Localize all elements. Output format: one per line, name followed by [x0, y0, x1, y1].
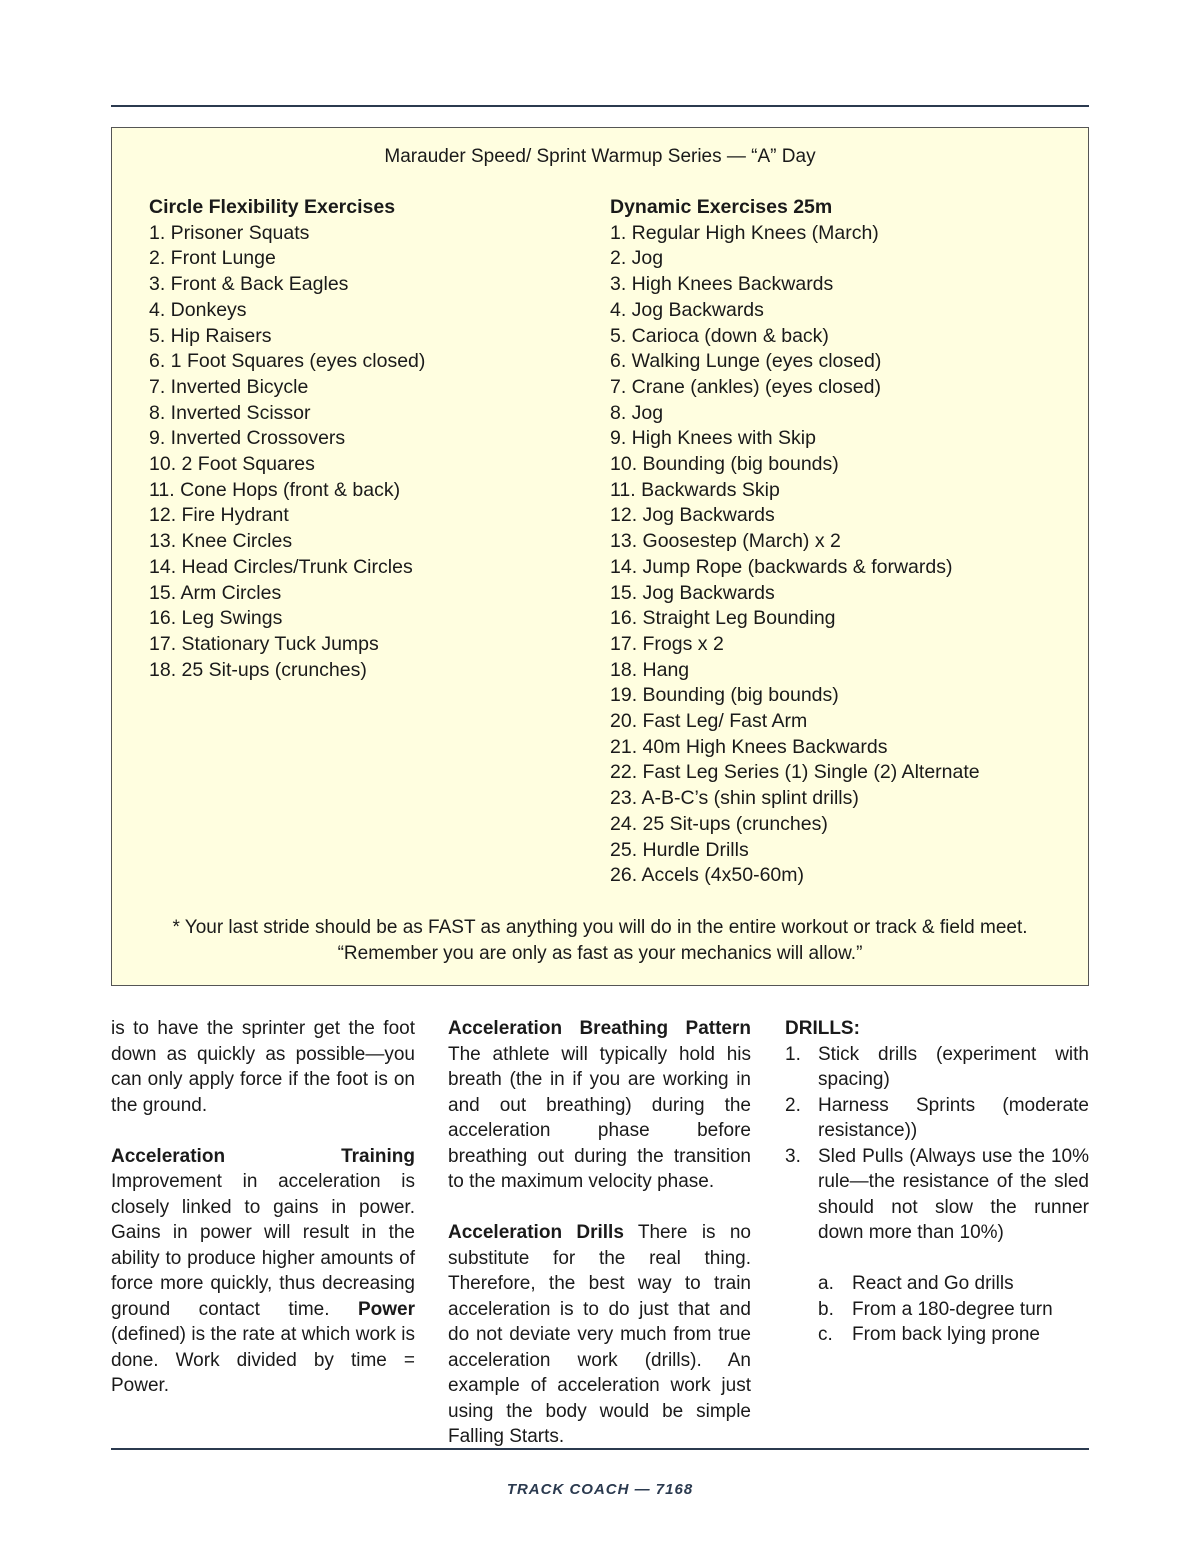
drill-text: Stick drills (experiment with spacing) [818, 1043, 1089, 1090]
drill-sub-item [785, 1271, 1089, 1297]
drills-list [785, 1042, 1089, 1246]
sub-item-text: From a 180-degree turn [852, 1298, 1053, 1320]
power-term: Power [357, 1298, 415, 1320]
drill-number: 1. [785, 1043, 801, 1065]
dynamic-column [610, 195, 980, 889]
dynamic-heading: Dynamic Exercises 25m [610, 196, 833, 218]
list-item: 13. Goosestep (March) x 2 [610, 530, 841, 553]
list-item: 5. Hip Raisers [149, 324, 272, 347]
drills-sub-list [785, 1271, 1089, 1348]
drill-item [785, 1144, 1089, 1246]
drills-heading: DRILLS: [785, 1018, 860, 1039]
list-item: 4. Donkeys [149, 298, 247, 321]
list-item: 20. Fast Leg/ Fast Arm [610, 710, 808, 733]
list-item: 14. Head Circles/Trunk Circles [149, 555, 413, 578]
drill-text: Sled Pulls (Always use the 10% rule—the resistance of the sled should not slow the runner down more than 10%) [818, 1145, 1089, 1243]
note-line-2: “Remember you are only as fast as your mechanics will allow.” [337, 942, 863, 964]
list-item: 26. Accels (4x50-60m) [610, 864, 805, 887]
list-item: 14. Jump Rope (backwards & forwards) [610, 555, 953, 578]
sub-item-text: From back lying prone [852, 1324, 1040, 1345]
list-item: 15. Jog Backwards [610, 581, 775, 604]
drill-sub-item [785, 1297, 1089, 1323]
box-title: Marauder Speed/ Sprint Warmup Series — “A” Day [384, 146, 816, 167]
list-item: 1. Regular High Knees (March) [610, 221, 879, 244]
acceleration-training-text-2: (defined) is the rate at which work is done. Work divided by time = Power. [111, 1324, 415, 1396]
list-item: 23. A-B-C’s (shin splint drills) [610, 787, 859, 810]
list-item: 11. Cone Hops (front & back) [149, 478, 401, 501]
list-item: 10. 2 Foot Squares [149, 453, 315, 476]
list-item: 16. Straight Leg Bounding [610, 607, 836, 630]
list-item: 5. Carioca (down & back) [610, 324, 829, 347]
list-item: 11. Backwards Skip [610, 478, 780, 501]
body-column-2 [448, 1016, 751, 1450]
flexibility-list [149, 221, 425, 684]
list-item: 12. Fire Hydrant [149, 504, 289, 527]
acceleration-training-paragraph [111, 1144, 415, 1399]
drill-item [785, 1042, 1089, 1093]
bottom-rule [111, 1448, 1089, 1450]
sub-item-letter: b. [818, 1298, 834, 1320]
list-item: 2. Jog [610, 247, 664, 270]
acceleration-drills-text: There is no substitute for the real thing. Therefore, the best way to train acceleration is to do just that and do not deviate very much from true acceleration work (drills). An example of acceleration work just using the body would be simple Falling Starts. [448, 1222, 752, 1447]
box-note [112, 915, 1088, 966]
breathing-text: The athlete will typically hold his breath (the in if you are working in and out breathing) during the acceleration phase before breathing out during the transition to the maximum velocity phase. [448, 1043, 751, 1192]
acceleration-drills-paragraph [448, 1220, 751, 1450]
acceleration-drills-heading: Acceleration Drills [448, 1222, 624, 1243]
sub-item-letter: a. [818, 1273, 834, 1294]
drill-item [785, 1093, 1089, 1144]
list-item: 6. 1 Foot Squares (eyes closed) [149, 350, 426, 373]
list-item: 17. Stationary Tuck Jumps [149, 632, 379, 655]
list-item: 10. Bounding (big bounds) [610, 453, 839, 476]
list-item: 4. Jog Backwards [610, 298, 764, 321]
list-item: 7. Crane (ankles) (eyes closed) [610, 375, 881, 398]
list-item: 3. High Knees Backwards [610, 273, 834, 296]
breathing-heading: Acceleration Breathing Pattern [448, 1018, 751, 1039]
top-rule [111, 105, 1089, 107]
list-item: 7. Inverted Bicycle [149, 375, 309, 398]
list-item: 18. 25 Sit-ups (crunches) [149, 658, 367, 681]
list-item: 21. 40m High Knees Backwards [610, 735, 888, 758]
flexibility-column [149, 195, 425, 683]
dynamic-list [610, 221, 980, 889]
list-item: 19. Bounding (big bounds) [610, 684, 839, 707]
note-line-1: * Your last stride should be as FAST as anything you will do in the entire workout or track & field meet. [172, 917, 1028, 938]
list-item: 8. Jog [610, 401, 664, 424]
list-item: 13. Knee Circles [149, 530, 293, 553]
list-item: 6. Walking Lunge (eyes closed) [610, 350, 882, 373]
drill-number: 2. [785, 1094, 801, 1116]
drill-text: Harness Sprints (moderate resistance)) [818, 1094, 1089, 1141]
sub-item-text: React and Go drills [852, 1273, 1014, 1294]
drill-number: 3. [785, 1145, 801, 1167]
warmup-series-box [111, 127, 1089, 986]
list-item: 24. 25 Sit-ups (crunches) [610, 812, 828, 835]
breathing-paragraph [448, 1016, 751, 1195]
list-item: 12. Jog Backwards [610, 504, 775, 527]
continuation-paragraph: is to have the sprinter get the foot down as quickly as possible—you can only apply force if the foot is on the ground. [111, 1018, 415, 1116]
acceleration-training-text-1: Improvement in acceleration is closely linked to gains in power. Gains in power will result in the ability to produce higher amounts of force more quickly, thus decreasing ground contact time. [111, 1171, 415, 1320]
body-column-3 [785, 1016, 1089, 1348]
acceleration-training-heading: Acceleration Training [111, 1145, 415, 1167]
list-item: 3. Front & Back Eagles [149, 273, 349, 296]
list-item: 22. Fast Leg Series (1) Single (2) Alternate [610, 761, 980, 784]
drill-sub-item [785, 1322, 1089, 1348]
list-item: 17. Frogs x 2 [610, 632, 724, 655]
list-item: 18. Hang [610, 658, 690, 681]
list-item: 1. Prisoner Squats [149, 221, 310, 244]
list-item: 9. Inverted Crossovers [149, 427, 346, 450]
page-footer: TRACK COACH — 7168 [506, 1481, 694, 1498]
list-item: 16. Leg Swings [149, 607, 283, 630]
list-item: 15. Arm Circles [149, 581, 282, 604]
list-item: 9. High Knees with Skip [610, 427, 816, 450]
sub-item-letter: c. [818, 1324, 833, 1345]
list-item: 25. Hurdle Drills [610, 838, 749, 861]
list-item: 8. Inverted Scissor [149, 401, 311, 424]
flexibility-heading: Circle Flexibility Exercises [149, 196, 396, 218]
body-column-1 [111, 1016, 415, 1399]
list-item: 2. Front Lunge [149, 247, 276, 270]
